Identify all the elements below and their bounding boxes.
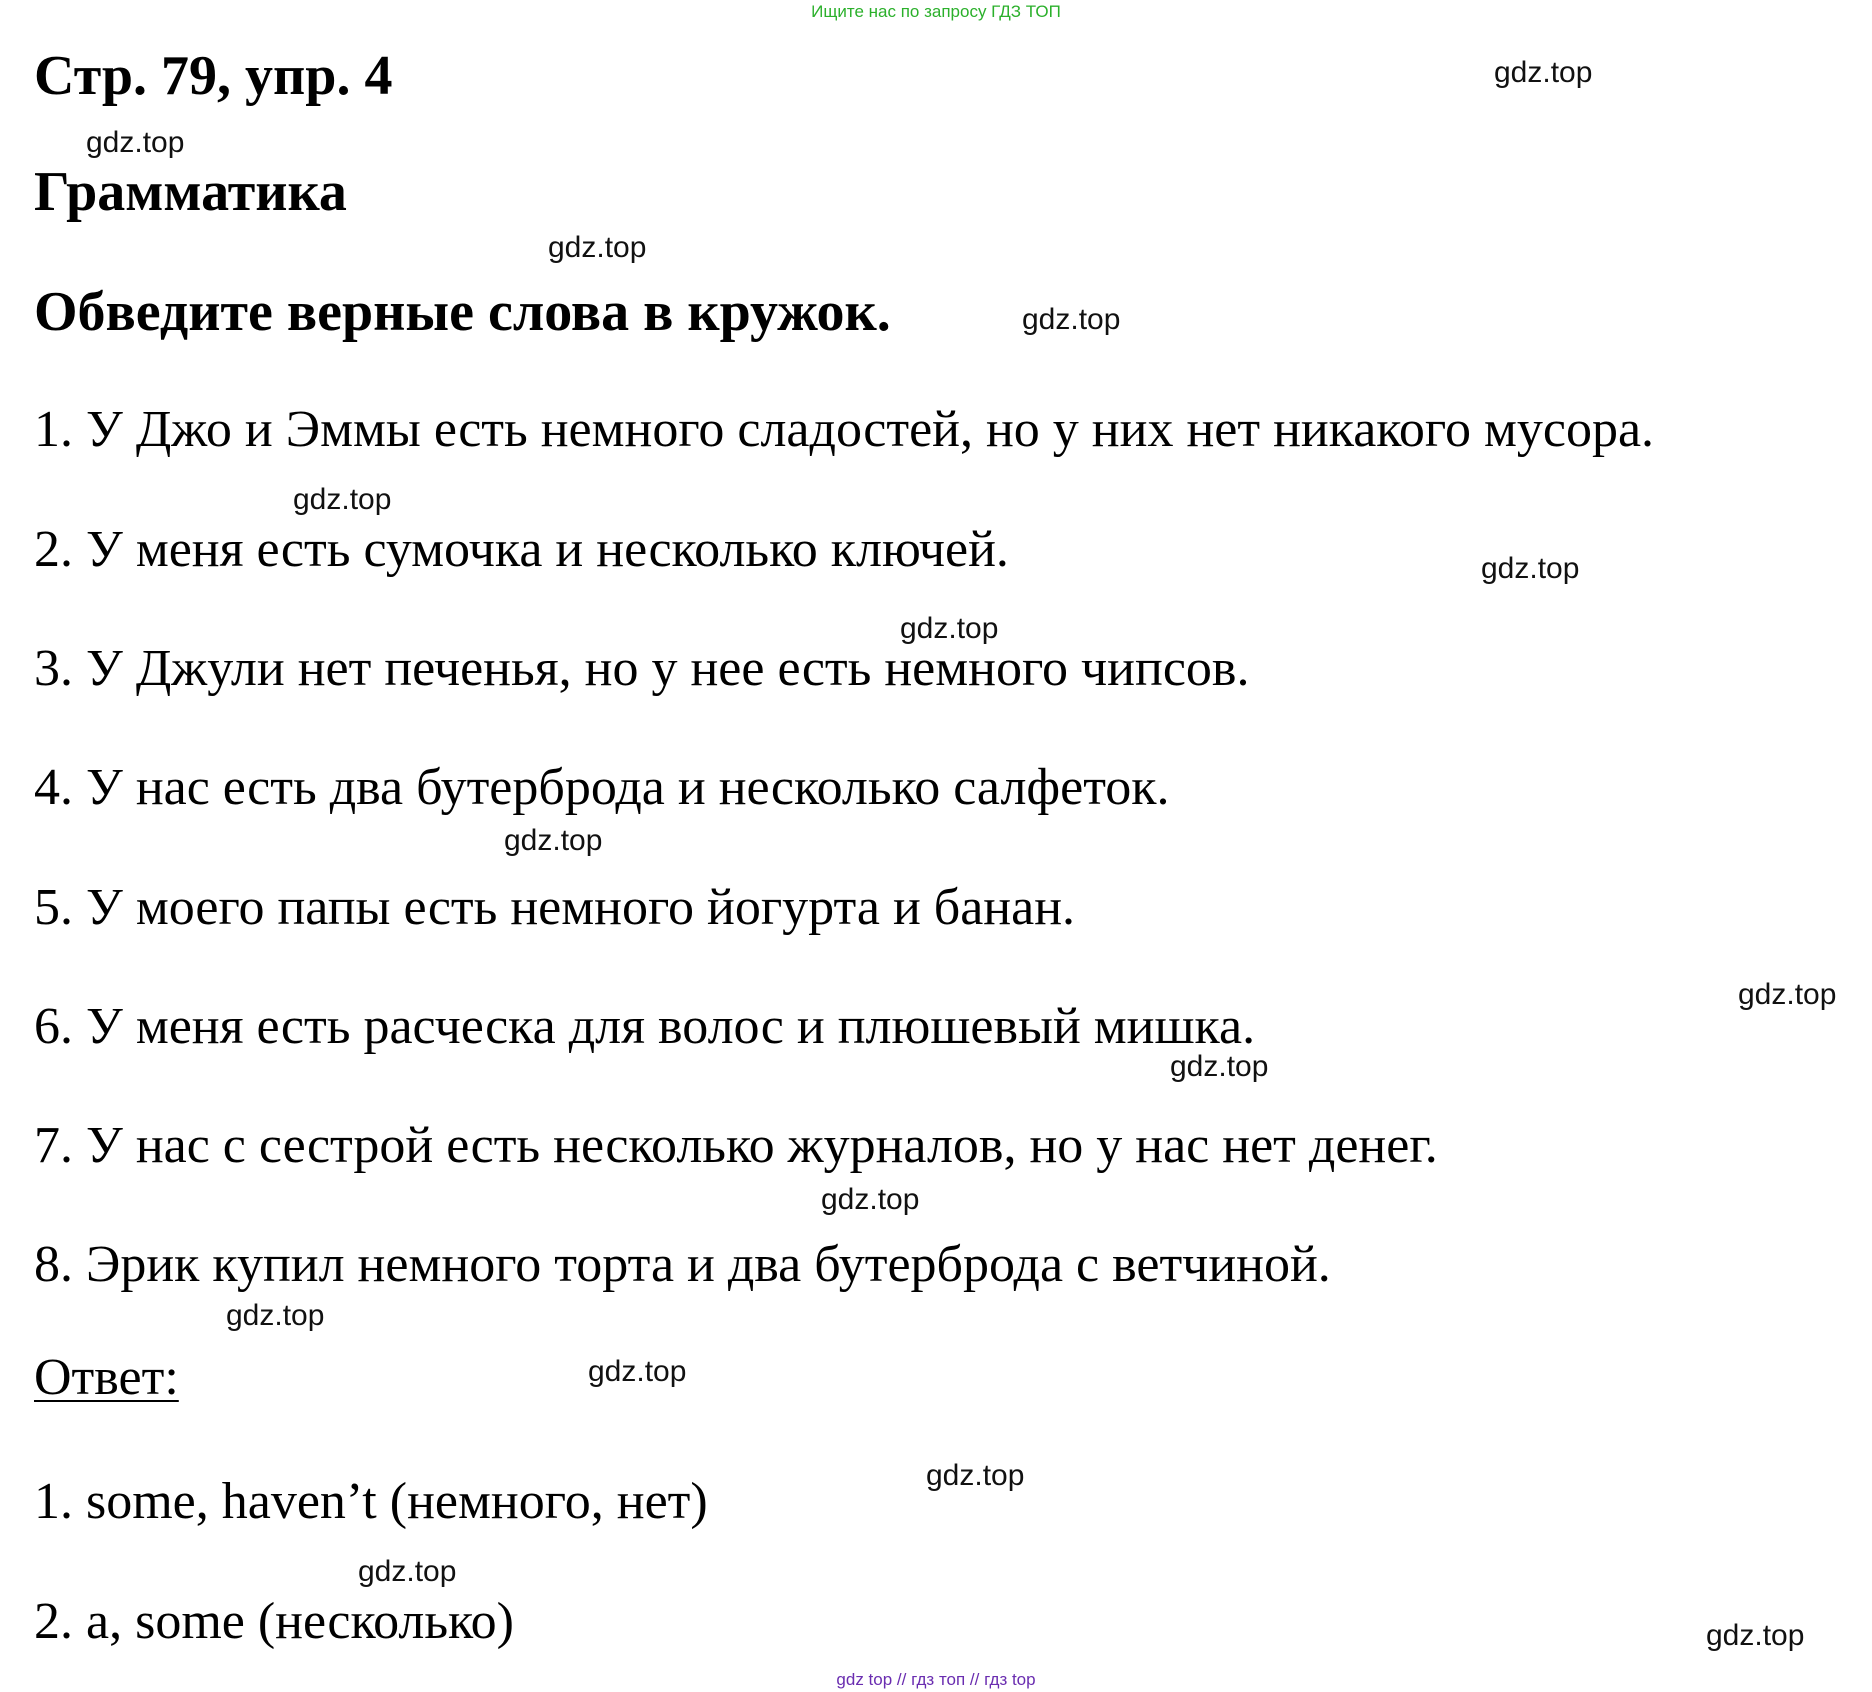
instruction-heading: Обведите верные слова в кружок. [34, 281, 891, 343]
watermark: gdz.top [1494, 56, 1593, 89]
exercise-item-6: 6. У меня есть расческа для волос и плюшевый мишка. [34, 998, 1256, 1055]
exercise-item-4: 4. У нас есть два бутерброда и несколько салфеток. [34, 759, 1170, 816]
exercise-item-7: 7. У нас с сестрой есть несколько журналов, но у нас нет денег. [34, 1117, 1438, 1174]
watermark: gdz.top [293, 483, 392, 516]
watermark: gdz.top [1738, 978, 1837, 1011]
watermark: gdz.top [358, 1555, 457, 1588]
exercise-item-1: 1. У Джо и Эммы есть немного сладостей, но у них нет никакого мусора. [34, 401, 1655, 458]
answer-item-2: 2. a, some (несколько) [34, 1593, 514, 1650]
answer-item-1: 1. some, haven’t (немного, нет) [34, 1473, 708, 1530]
watermark: gdz.top [548, 231, 647, 264]
watermark: gdz.top [900, 612, 999, 645]
watermark: gdz.top [504, 824, 603, 857]
watermark: gdz.top [226, 1299, 325, 1332]
page-title: Стр. 79, упр. 4 [34, 45, 393, 107]
watermark: gdz.top [86, 126, 185, 159]
exercise-item-5: 5. У моего папы есть немного йогурта и банан. [34, 879, 1076, 936]
watermark: gdz.top [1170, 1050, 1269, 1083]
answer-label: Ответ: [34, 1349, 179, 1406]
exercise-item-8: 8. Эрик купил немного торта и два бутерброда с ветчиной. [34, 1236, 1331, 1293]
exercise-item-2: 2. У меня есть сумочка и несколько ключей. [34, 521, 1009, 578]
exercise-item-3: 3. У Джули нет печенья, но у нее есть немного чипсов. [34, 640, 1250, 697]
watermark: gdz.top [821, 1183, 920, 1216]
section-heading: Грамматика [34, 161, 347, 223]
watermark: gdz.top [1022, 303, 1121, 336]
watermark: gdz.top [1481, 552, 1580, 585]
top-banner: Ищите нас по запросу ГДЗ ТОП [811, 2, 1061, 21]
watermark: gdz.top [1706, 1619, 1805, 1652]
bottom-banner: gdz top // гдз топ // гдз top [836, 1670, 1036, 1689]
watermark: gdz.top [926, 1459, 1025, 1492]
watermark: gdz.top [588, 1355, 687, 1388]
